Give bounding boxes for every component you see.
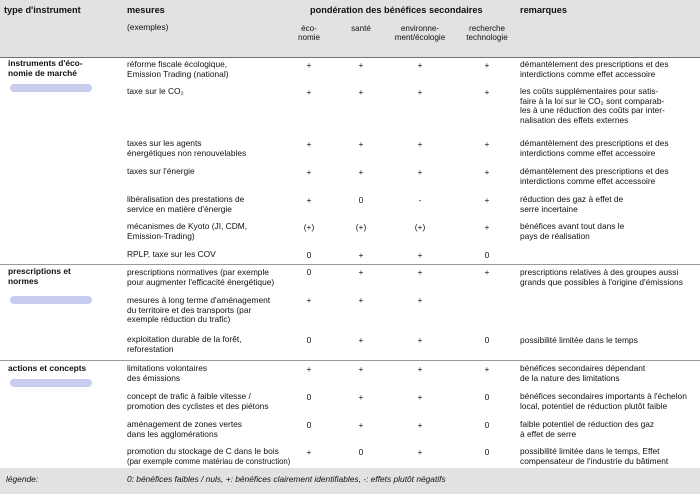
header-measures-sub: (exemples) [127, 22, 169, 32]
group-rule [0, 264, 700, 265]
header-rule [0, 57, 700, 58]
group-rule [0, 360, 700, 361]
header-measures: mesures [127, 5, 165, 15]
subcol-research: recherche technologie [466, 24, 508, 43]
legend-text: 0: bénéfices faibles / nuls, +: bénéfices clairement identifiables, -: effets plutôt négatifs [127, 474, 446, 484]
group-actions: actions et concepts [8, 363, 87, 373]
group-marker [10, 379, 92, 387]
legend-label: légende: [6, 474, 39, 484]
group-marker [10, 296, 92, 304]
group-marker [10, 84, 92, 92]
subcol-economy: éco- nomie [297, 24, 321, 43]
header-weighting: pondération des bénéfices secondaires [310, 5, 483, 15]
subcol-environment: environne- ment/écologie [394, 24, 446, 43]
group-prescriptions: prescriptions et normes [8, 266, 71, 286]
header-remarks: remarques [520, 5, 567, 15]
group-market-instruments: instruments d'éco- nomie de marché [8, 58, 83, 78]
header-type: type d'instrument [4, 5, 81, 15]
subcol-health: santé [351, 24, 371, 33]
